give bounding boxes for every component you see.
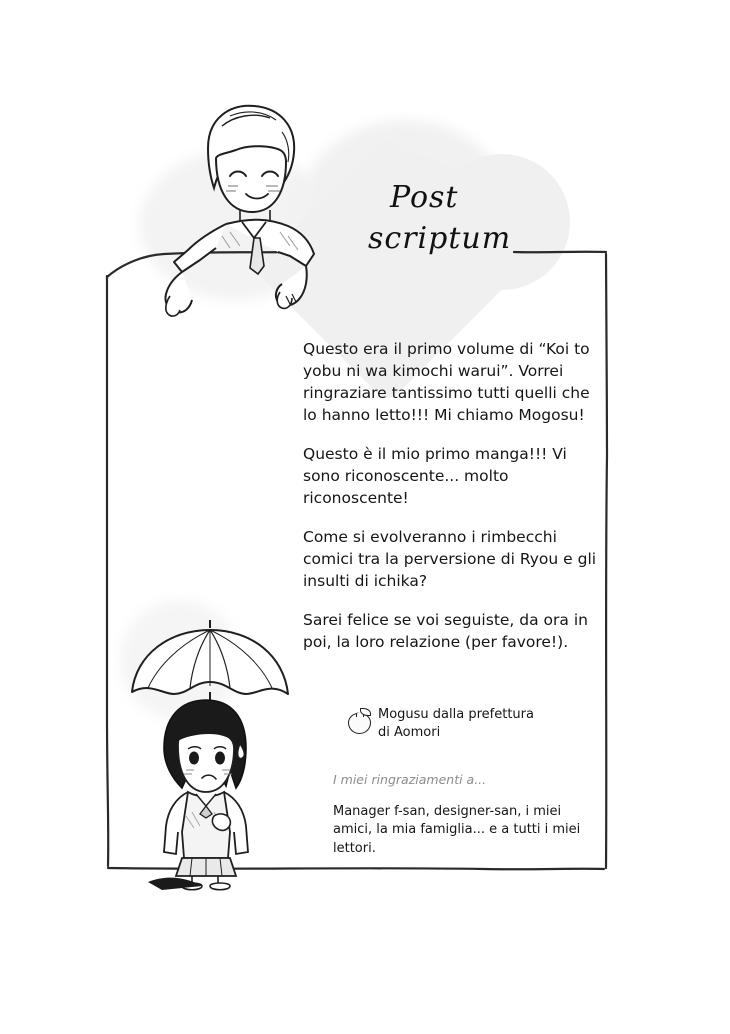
boy-leaning-illustration [130, 96, 350, 326]
body-paragraph: Come si evolveranno i rimbecchi comici tra la perversione di Ryou e gli insulti di ichika? [303, 528, 597, 590]
body-paragraph: Sarei felice se voi seguiste, da ora in poi, la loro relazione (per favore!). [303, 611, 588, 651]
thanks-heading: I miei ringraziamenti a... [333, 772, 487, 787]
thanks-text: Manager f-san, designer-san, i miei amici, la mia famiglia... e a tutti i miei lettori. [333, 804, 581, 856]
signature-line-1: Mogusu dalla prefettura [378, 707, 534, 722]
body-paragraph: Questo era il primo volume di “Koi to yobu ni wa kimochi warui”. Vorrei ringraziare tantissimo tutti quelli che lo hanno letto!!! Mi chiamo Mogosu! [303, 340, 590, 424]
body-paragraph: Questo è il mio primo manga!!! Vi sono riconoscente... molto riconoscente! [303, 445, 567, 507]
signature-text [378, 706, 534, 741]
page-title [368, 178, 630, 259]
signature-block [348, 706, 598, 741]
signature-line-2: di Aomori [378, 724, 441, 740]
afterword-body [303, 338, 603, 670]
girl-with-umbrella-illustration [118, 620, 318, 890]
title-line-2: scriptum [368, 220, 512, 256]
title-line-1: Post [390, 180, 459, 215]
apple-icon [348, 708, 370, 732]
